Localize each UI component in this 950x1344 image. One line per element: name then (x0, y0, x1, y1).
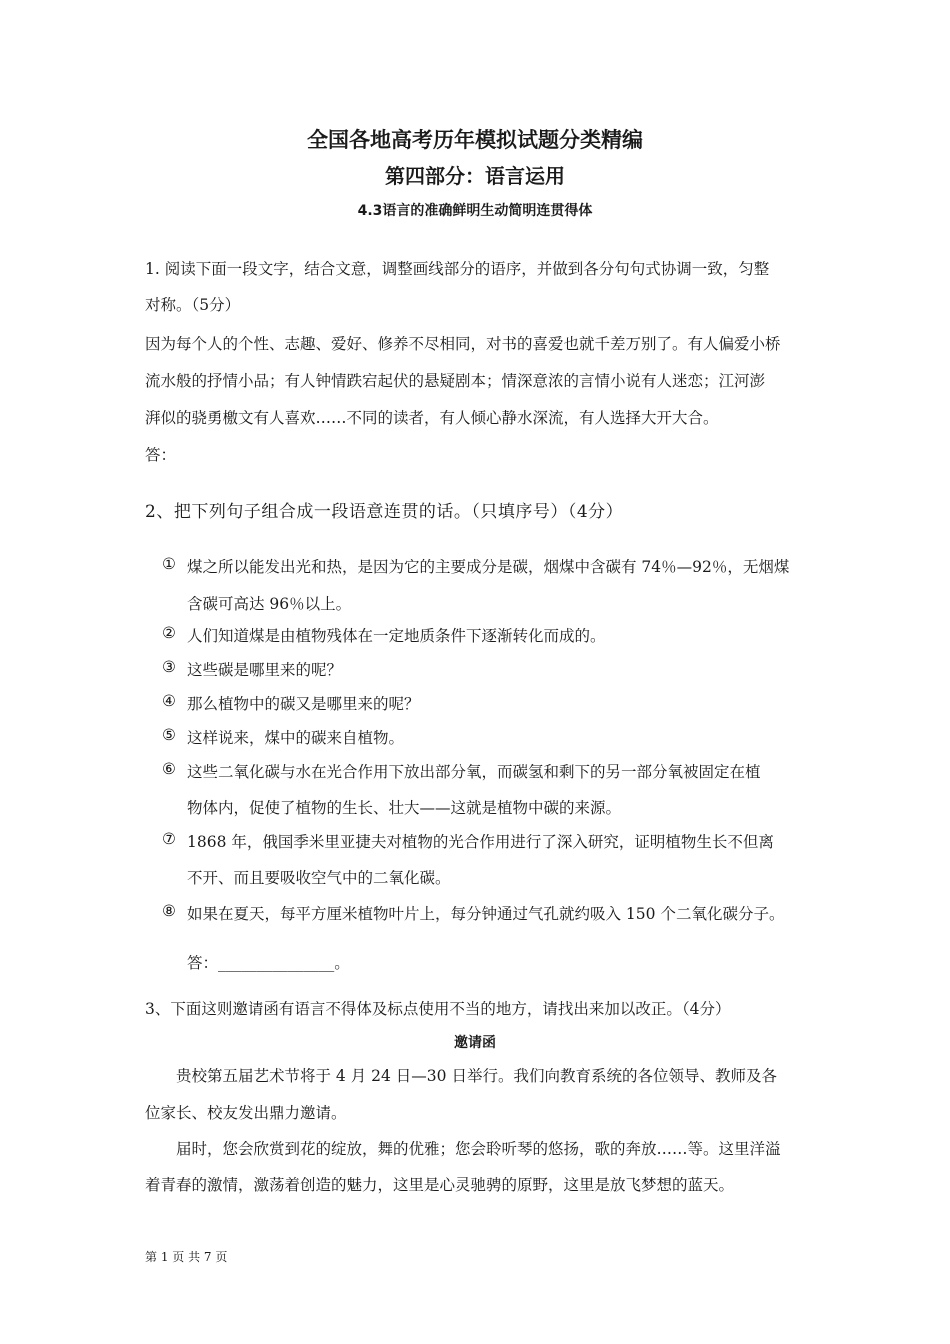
q2-item-number: ⑤ (162, 726, 176, 744)
q2-prompt: 2、把下列句子组合成一段语意连贯的话。（只填序号）（4分） (145, 502, 624, 522)
q2-item-text: 如果在夏天，每平方厘米植物叶片上，每分钟通过气孔就约吸入 150 个二氧化碳分子。 (187, 905, 785, 923)
page-number: 第 1 页 共 7 页 (145, 1250, 228, 1264)
q2-item-text: 物体内，促使了植物的生长、壮大——这就是植物中碳的来源。 (187, 799, 622, 817)
q2-item-text: 那么植物中的碳又是哪里来的呢？ (187, 695, 420, 713)
q2-item-number: ⑦ (162, 830, 176, 848)
q2-item-number: ④ (162, 692, 176, 710)
q2-item-text: 含碳可高达 96％以上。 (187, 595, 352, 613)
q1-prompt-line1: 1. 阅读下面一段文字，结合文意，调整画线部分的语序，并做到各分句句式协调一致，匀整 (145, 260, 770, 278)
q3-prompt: 3、下面这则邀请函有语言不得体及标点使用不当的地方，请找出来加以改正。（4分） (145, 1000, 731, 1018)
q1-passage-line: 因为每个人的个性、志趣、爱好、修养不尽相同，对书的喜爱也就千差万别了。有人偏爱小桥 (145, 335, 781, 353)
q1-answer-label: 答： (145, 446, 177, 464)
q2-item-text: 这样说来，煤中的碳来自植物。 (187, 729, 405, 747)
invitation-paragraph-line: 着青春的激情，激荡着创造的魅力，这里是心灵驰骋的原野，这里是放飞梦想的蓝天。 (145, 1176, 735, 1194)
invitation-paragraph-line: 位家长、校友发出鼎力邀请。 (145, 1104, 347, 1122)
invitation-paragraph-line: 贵校第五届艺术节将于 4 月 24 日—30 日举行。我们向教育系统的各位领导、教师及各 (176, 1067, 777, 1085)
q2-item-text: 这些碳是哪里来的呢？ (187, 661, 343, 679)
section-title: 4.3语言的准确鲜明生动简明连贯得体 (357, 203, 593, 219)
q1-passage-line: 湃似的骁勇檄文有人喜欢……不同的读者，有人倾心静水深流，有人选择大开大合。 (145, 409, 719, 427)
q2-item-number: ② (162, 624, 176, 642)
q2-item-number: ① (162, 555, 176, 573)
invitation-paragraph-line: 届时，您会欣赏到花的绽放，舞的优雅；您会聆听琴的悠扬，歌的奔放……等。这里洋溢 (176, 1140, 781, 1158)
q2-answer-line: 答：_______________。 (187, 954, 350, 972)
q2-item-text: 1868 年，俄国季米里亚捷夫对植物的光合作用进行了深入研究，证明植物生长不但离 (187, 833, 774, 851)
q2-item-text: 煤之所以能发出光和热，是因为它的主要成分是碳，烟煤中含碳有 74％—92％，无烟煤 (187, 558, 790, 576)
q2-item-text: 这些二氧化碳与水在光合作用下放出部分氧，而碳氢和剩下的另一部分氧被固定在植 (187, 763, 761, 781)
q1-prompt-line2: 对称。（5分） (145, 296, 241, 314)
q2-item-number: ⑧ (162, 902, 176, 920)
q1-passage-line: 流水般的抒情小品；有人钟情跌宕起伏的悬疑剧本；情深意浓的言情小说有人迷恋；江河澎 (145, 372, 766, 390)
q2-item-text: 不开、而且要吸收空气中的二氧化碳。 (187, 869, 451, 887)
q2-item-text: 人们知道煤是由植物残体在一定地质条件下逐渐转化而成的。 (187, 627, 606, 645)
q2-item-number: ③ (162, 658, 176, 676)
part-title: 第四部分：语言运用 (385, 164, 565, 188)
document-title: 全国各地高考历年模拟试题分类精编 (307, 128, 643, 152)
invitation-title: 邀请函 (454, 1035, 496, 1051)
q2-item-number: ⑥ (162, 760, 176, 778)
